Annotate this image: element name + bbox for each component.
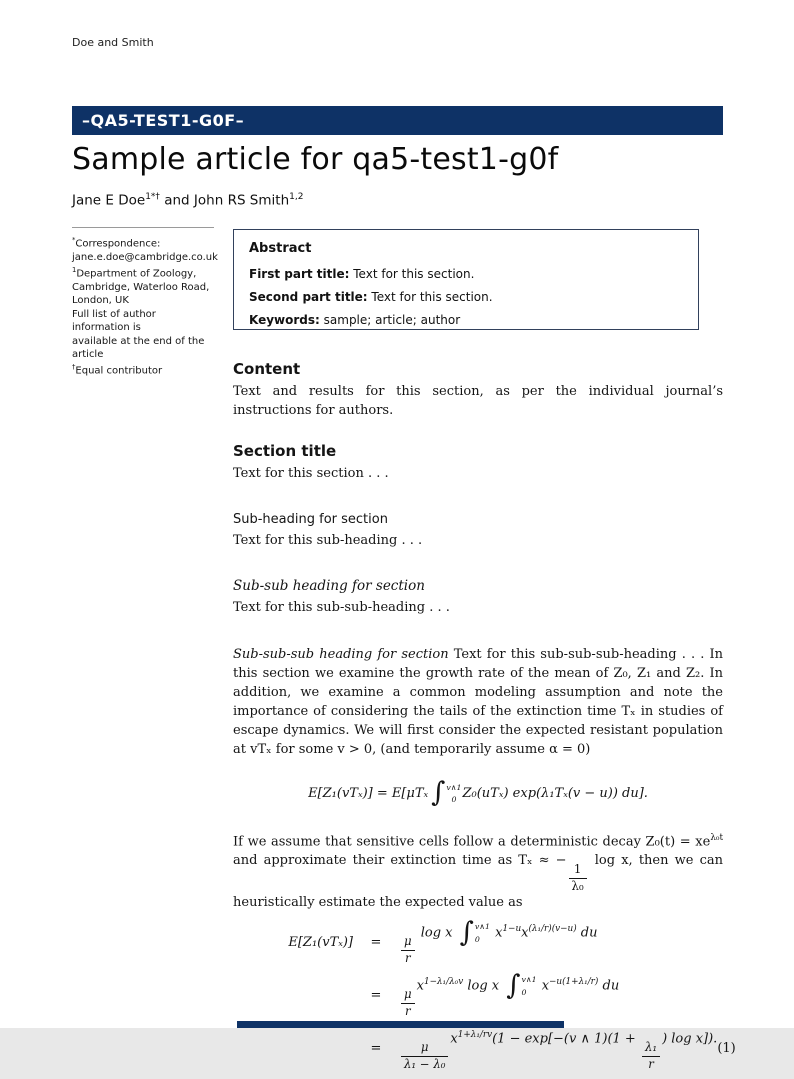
equation-row: [233, 916, 723, 965]
affiliation-line: Cambridge, Waterloo Road,: [72, 281, 210, 293]
abstract-first-part: [249, 267, 683, 281]
section-paragraph: Text for this section . . .: [233, 466, 389, 481]
content-heading: Content: [233, 360, 301, 378]
abstract-item-label: Keywords:: [249, 313, 320, 327]
article-title: Sample article for qa5-test1-g0f: [72, 142, 559, 177]
abstract-item-text: Text for this section.: [349, 267, 475, 281]
equation-lhs: E[Z₁(vTₓ)]: [288, 935, 353, 950]
footer-bar: [237, 1021, 564, 1028]
sub-sub-heading-paragraph: Text for this sub-sub-heading . . .: [233, 600, 450, 615]
equation-row: [233, 1026, 736, 1071]
equation-relation: =: [370, 988, 382, 1003]
aligned-equations: [233, 916, 736, 1071]
article-id-banner: –QA5-TEST1-G0F–: [72, 106, 723, 135]
affiliation-line: $^1$Department of Zoology,: [72, 266, 197, 280]
abstract-item-label: Second part title:: [249, 290, 368, 304]
run-in-heading: Sub-sub-sub heading for section: [233, 647, 449, 662]
abstract-second-part: [249, 290, 683, 304]
equation-relation: =: [370, 1041, 382, 1056]
author-info-note: available at the end of the article: [72, 335, 205, 360]
correspondence-label: *Correspondence:: [72, 236, 161, 250]
equation-rhs: $\frac{\mu}{\text{λ₁ − λ₀}}$ $x^{1+\lambda_1/rv}(1 - \exp[-(v$ ∧ 1)(1 + $\frac{\text{λ₁}}{r}$ ) log x]).: [399, 1026, 717, 1071]
decay-paragraph: If we assume that sensitive cells follow a deterministic decay $Z_0(t) = xe^{\lambda_0t}$ and approximate their extinction time as Tₓ ≈ − $\frac{1}{\text{λ₀}}$ log x, then we can heuristically estimate the expected value as: [233, 833, 723, 910]
correspondence-sidebar: [72, 227, 218, 378]
equation-number: (1): [717, 1041, 736, 1056]
author-info-note: Full list of author information is: [72, 308, 156, 334]
abstract-heading: Abstract: [249, 241, 312, 256]
equation-row: [233, 969, 723, 1018]
affiliation-line: London, UK: [72, 295, 129, 307]
sub-sub-sub-paragraph: [233, 645, 723, 759]
section-heading: Section title: [233, 442, 337, 460]
content-paragraph: Text and results for this section, as per the individual journal’s instructions for authors.: [233, 384, 723, 418]
sub-heading-paragraph: Text for this sub-heading . . .: [233, 533, 423, 548]
run-in-text: Text for this sub-sub-sub-heading . . . In this section we examine the growth rate of the mean of Z₀, Z₁ and Z₂. In addition, we examine a common modeling assumption and note the importance of considering the tails of the extinction time Tₓ in studies of escape dynamics. We will first consider the expected resistant population at vTₓ for some v > 0, (and temporarily assume α = 0): [233, 647, 723, 757]
sub-heading: Sub-heading for section: [233, 512, 388, 527]
main-column: [233, 360, 736, 1079]
abstract-box: [233, 229, 699, 330]
abstract-keywords: [249, 313, 683, 327]
authors-line: Jane E Doe$^{1*\dagger}$ and John RS Smith$^{1,2}$: [72, 192, 304, 209]
equation-relation: =: [370, 935, 382, 950]
abstract-item-label: First part title:: [249, 267, 350, 281]
sub-sub-heading: Sub-sub heading for section: [233, 578, 425, 594]
display-equation: E[Z₁(vTₓ)] = E[μTₓ ∫ v∧1 0 Z₀(uTₓ) exp(λ₁Tₓ(v − u)) du].: [308, 777, 648, 809]
abstract-item-text: sample; article; author: [319, 313, 461, 327]
equation-rhs: $\frac{\mu}{r}$ $x^{1-\lambda_1/\lambda_0v}$ log x ∫ v∧1 0 $x^{-u(1+\lambda_1/r)}$ du: [399, 973, 619, 1018]
equation-rhs: $\frac{\mu}{r}$ log x ∫ v∧1 0 $x^{1-u}x^{(\lambda_1/r)(v-u)}$ du: [399, 920, 598, 965]
correspondence-email: jane.e.doe@cambridge.co.uk: [72, 251, 218, 263]
running-head: Doe and Smith: [72, 36, 154, 49]
abstract-item-text: Text for this section.: [367, 290, 493, 304]
equal-contributor-note: †Equal contributor: [72, 363, 163, 377]
